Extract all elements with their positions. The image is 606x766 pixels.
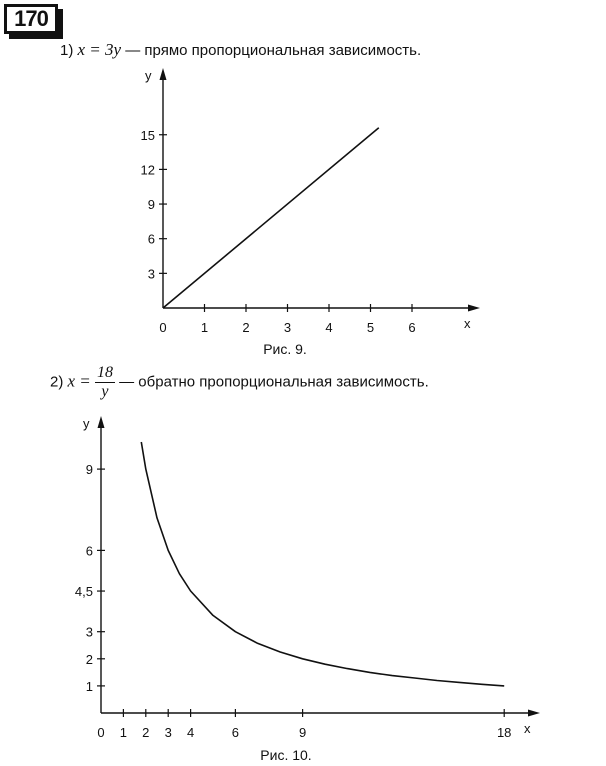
chart2-y-tick-label: 6	[85, 543, 93, 559]
chart1-y-tick-label: 6	[147, 231, 155, 247]
part2-prefix: 2)	[50, 373, 64, 391]
chart1-x-tick-label: 4	[325, 320, 333, 335]
chart2-y-arrow	[98, 416, 105, 428]
chart1-x-tick-label: 6	[408, 320, 416, 335]
part1-equation: x = 3y	[77, 40, 122, 59]
chart2-x-tick-label: 9	[298, 725, 307, 740]
chart2-y-tick-label: 9	[85, 462, 93, 478]
chart1-x-tick-label: 3	[283, 320, 292, 335]
chart1-x-tick-label: 1	[200, 320, 209, 335]
chart1-x-tick-label: 2	[242, 320, 250, 335]
chart2-x-tick-label: 0	[97, 725, 105, 740]
chart2-y-label: y	[83, 416, 90, 431]
chart1-series-line	[163, 128, 379, 308]
chart1-y-tick-label: 12	[140, 162, 155, 178]
chart2-caption: Рис. 10.	[260, 747, 312, 763]
chart1-caption: Рис. 9.	[263, 341, 307, 357]
chart2-x-tick-label: 6	[231, 725, 240, 740]
part2-numerator: 18	[96, 364, 113, 381]
chart2-x-tick-label: 1	[119, 725, 128, 740]
chart2-x-label: x	[524, 721, 531, 736]
problem-number: 170	[14, 6, 48, 31]
chart2-x-tick-label: 4	[186, 725, 195, 740]
chart1-y-tick-label: 15	[140, 127, 155, 143]
chart2-y-tick-label: 3	[85, 624, 93, 640]
chart2-y-tick-label: 4,5	[74, 584, 93, 600]
chart2-x-tick-label: 3	[164, 725, 172, 740]
part2-text: — обратно пропорциональная зависимость.	[119, 373, 429, 391]
chart1-x-arrow	[468, 305, 480, 312]
chart1-y-label: y	[145, 68, 152, 83]
part1-prefix: 1)	[60, 42, 74, 59]
chart1-x-tick-label: 5	[366, 320, 375, 335]
chart2-y-tick-label: 1	[85, 678, 93, 694]
chart2-x-tick-label: 2	[142, 725, 150, 740]
chart1-y-tick-label: 3	[147, 266, 155, 282]
chart1-x-label: x	[464, 316, 471, 331]
chart2-y-tick-label: 2	[85, 651, 93, 667]
part2-denominator: y	[101, 383, 109, 400]
part2-lhs: x =	[67, 371, 91, 391]
chart2-series-line	[141, 442, 504, 686]
chart1-x-tick-label: 0	[159, 320, 167, 335]
chart2-x-tick-label: 18	[496, 725, 512, 740]
chart1-y-tick-label: 9	[147, 197, 155, 213]
chart1-y-arrow	[160, 68, 167, 80]
part1-text: — прямо пропорциональная зависимость.	[125, 42, 422, 59]
chart2-x-arrow	[528, 710, 540, 717]
